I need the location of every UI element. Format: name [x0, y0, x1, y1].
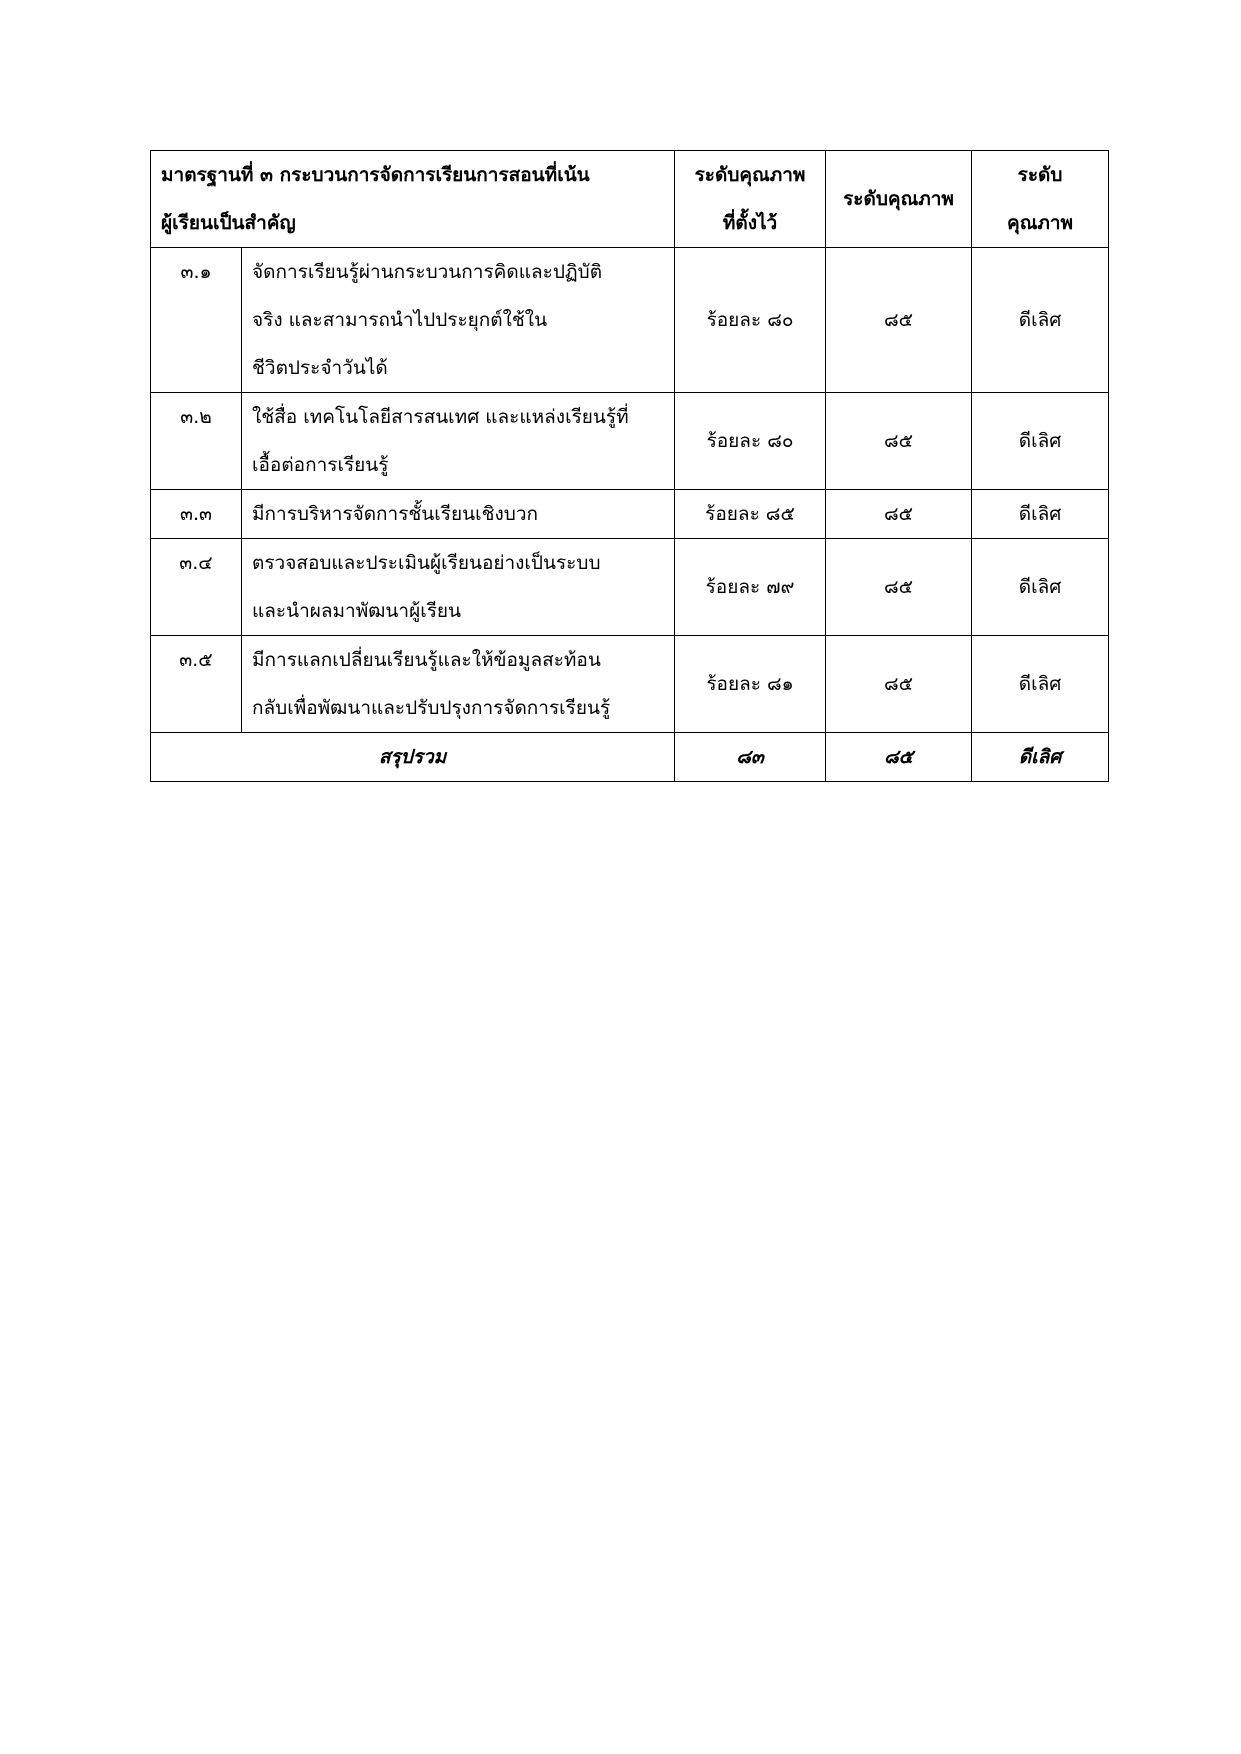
quality-level-cell: ๘๕: [826, 248, 972, 393]
quality-level-cell: ๘๕: [826, 393, 972, 490]
target-level-header: [675, 151, 826, 248]
table-row: [151, 248, 1109, 393]
standard-title-line-1: มาตรฐานที่ ๓ กระบวนการจัดการเรียนการสอนที่เน้น: [161, 164, 590, 186]
indicator-description-line: จริง และสามารถนำไปประยุกต์ใช้ใน: [252, 309, 548, 331]
table-header-row: [151, 151, 1109, 248]
indicator-number: ๓.๓: [151, 490, 242, 539]
quality-level-cell: ๘๕: [826, 490, 972, 539]
indicator-description-line: และนำผลมาพัฒนาผู้เรียน: [252, 600, 462, 622]
standard-title-header: [151, 151, 675, 248]
summary-row: [151, 733, 1109, 782]
indicator-description: [242, 393, 675, 490]
indicator-description-line: ตรวจสอบและประเมินผู้เรียนอย่างเป็นระบบ: [252, 552, 601, 574]
indicator-number: ๓.๒: [151, 393, 242, 490]
indicator-description: [242, 490, 675, 539]
indicator-description-line: มีการแลกเปลี่ยนเรียนรู้และให้ข้อมูลสะท้อน: [252, 649, 601, 671]
target-level-cell: ร้อยละ ๘๑: [675, 636, 826, 733]
indicator-description-line: เอื้อต่อการเรียนรู้: [252, 454, 389, 476]
indicator-description: [242, 636, 675, 733]
quality-rating-cell: ดีเลิศ: [972, 490, 1109, 539]
quality-rating-cell: ดีเลิศ: [972, 248, 1109, 393]
indicator-description-line: ชีวิตประจำวันได้: [252, 357, 388, 379]
indicator-description: [242, 248, 675, 393]
indicator-number: ๓.๔: [151, 539, 242, 636]
standard-3-table: [150, 150, 1109, 782]
table-body: [151, 248, 1109, 733]
quality-rating-cell: ดีเลิศ: [972, 539, 1109, 636]
quality-level-cell: ๘๕: [826, 636, 972, 733]
target-level-cell: ร้อยละ ๘๐: [675, 248, 826, 393]
table-row: [151, 539, 1109, 636]
target-level-header-line-1: ระดับคุณภาพ: [694, 164, 806, 186]
quality-rating-cell: ดีเลิศ: [972, 636, 1109, 733]
quality-level-cell: ๘๕: [826, 539, 972, 636]
indicator-description: [242, 539, 675, 636]
summary-level: ๘๕: [826, 733, 972, 782]
indicator-number: ๓.๕: [151, 636, 242, 733]
quality-rating-header-line-2: คุณภาพ: [1006, 212, 1074, 234]
quality-rating-cell: ดีเลิศ: [972, 393, 1109, 490]
standard-title-line-2: ผู้เรียนเป็นสำคัญ: [161, 212, 296, 234]
target-level-header-line-2: ที่ตั้งไว้: [722, 212, 778, 234]
indicator-description-line: กลับเพื่อพัฒนาและปรับปรุงการจัดการเรียนรู้: [252, 697, 611, 719]
summary-target: ๘๓: [675, 733, 826, 782]
summary-rating: ดีเลิศ: [972, 733, 1109, 782]
indicator-description-line: ใช้สื่อ เทคโนโลยีสารสนเทศ และแหล่งเรียนรู้ที่: [252, 406, 629, 428]
target-level-cell: ร้อยละ ๘๕: [675, 490, 826, 539]
quality-rating-header: [972, 151, 1109, 248]
quality-level-header: ระดับคุณภาพ: [826, 151, 972, 248]
table-row: [151, 490, 1109, 539]
indicator-description-line: จัดการเรียนรู้ผ่านกระบวนการคิดและปฏิบัติ: [252, 261, 603, 283]
summary-label: สรุปรวม: [151, 733, 675, 782]
indicator-number: ๓.๑: [151, 248, 242, 393]
table-row: [151, 393, 1109, 490]
indicator-description-line: มีการบริหารจัดการชั้นเรียนเชิงบวก: [252, 503, 539, 525]
target-level-cell: ร้อยละ ๘๐: [675, 393, 826, 490]
target-level-cell: ร้อยละ ๗๙: [675, 539, 826, 636]
table-row: [151, 636, 1109, 733]
quality-rating-header-line-1: ระดับ: [1017, 164, 1063, 186]
